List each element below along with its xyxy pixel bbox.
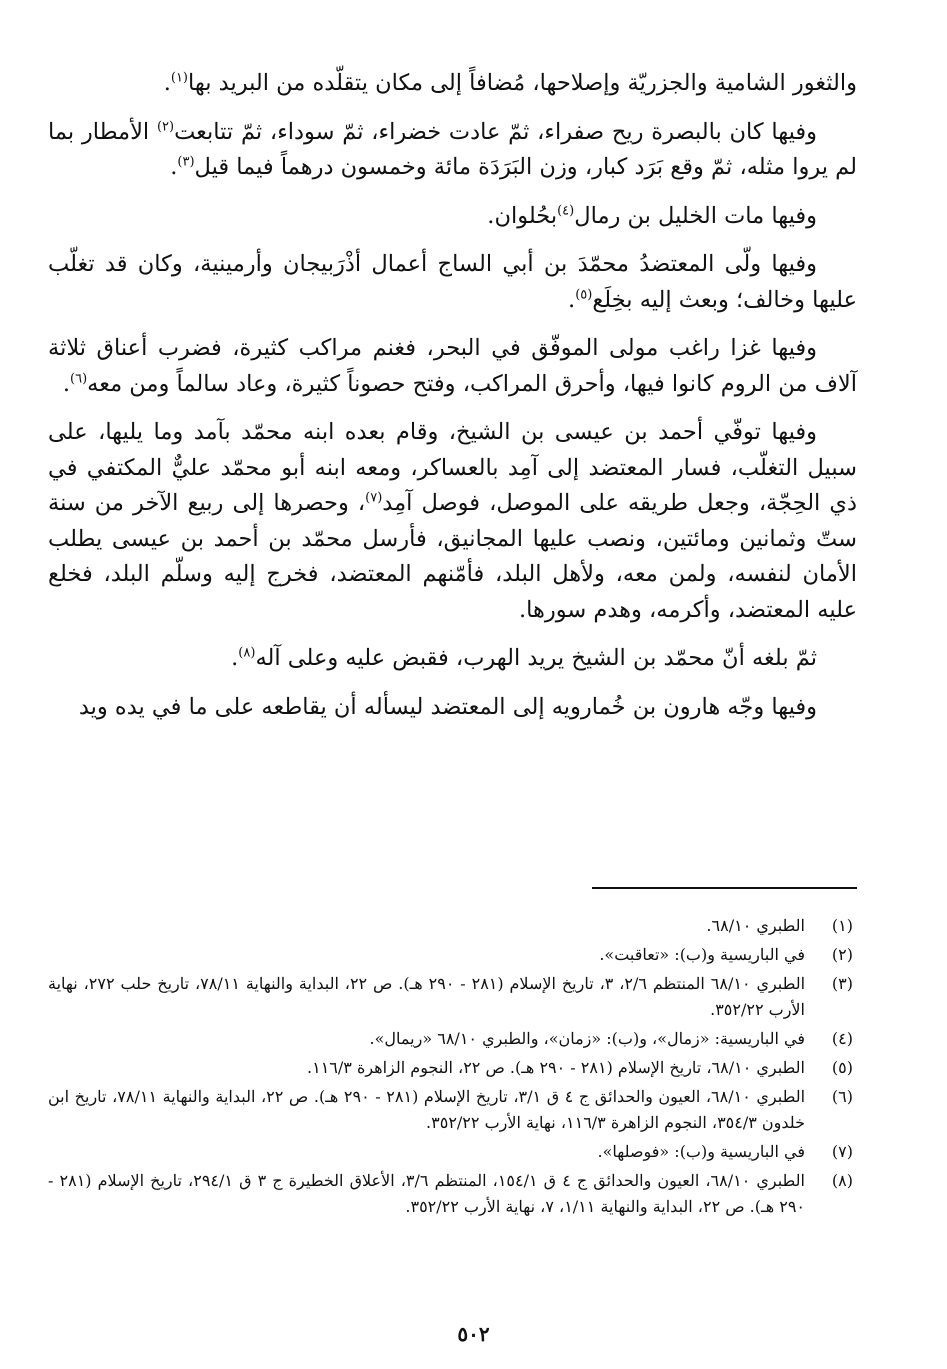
footnote-6 (48, 1084, 853, 1136)
footnote-5 (48, 1055, 853, 1081)
page-number: ٥٠٢ (457, 1322, 490, 1346)
paragraph-1: والثغور الشامية والجزريّة وإصلاحها، مُضافاً إلى مكان يتقلّده من البريد بها$^{(١)}$. (163, 70, 857, 96)
footnote-ref-1[interactable]: (١) (170, 70, 188, 86)
footnote-text: الطبري ٦٨/١٠. (706, 916, 805, 935)
footnote-divider (592, 887, 857, 889)
paragraph-8: وفيها وجّه هارون بن خُمارويه إلى المعتضد ليسأله أن يقاطعه على ما في يده ويد (78, 693, 817, 720)
footnote-text: الطبري ٦٨/١٠ المنتظم ٢/٦، ٣، تاريخ الإسلام (٢٨١ - ٢٩٠ هـ). ص ٢٢، البداية والنهاية ٧٨/١١، تاريخ حلب ٢٧٢، نهاية الأرب ٣٥٢/٢٢. (48, 974, 806, 1019)
footnote-number: (١) (831, 916, 853, 935)
footnote-ref-7[interactable]: (٧) (365, 490, 383, 506)
footnote-number: (٧) (831, 1142, 853, 1161)
footnote-4 (48, 1026, 853, 1052)
footnote-3 (48, 971, 853, 1023)
footnote-number: (٢) (831, 945, 853, 964)
footnote-7 (48, 1139, 853, 1165)
footnote-number: (٨) (831, 1171, 853, 1190)
footnote-2 (48, 942, 853, 968)
footnote-text: الطبري ٦٨/١٠، العيون والحدائق ج ٤ ق ١٥٤/١، المنتظم ٣/٦، الأعلاق الخطيرة ج ٣ ق ٢٩٤/١، تاريخ الإسلام (٢٨١ - ٢٩٠ هـ). ص ٢٢، البداية والنهاية ١/١١، ٧، نهاية الأرب ٣٥٢/٢٢. (48, 1171, 805, 1216)
footnote-text: في الباريسية و(ب): «تعاقبت». (599, 945, 805, 964)
paragraph-4: وفيها ولّى المعتضدُ محمّدَ بن أبي الساج أعمال أذْرَبيجان وأرمينية، وكان قد تغلّب عليها وخالف؛ وبعث إليه بخِلَع$^{(٥)}$. (48, 251, 857, 313)
paragraph-5: وفيها غزا راغب مولى الموفّق في البحر، فغنم مراكب كثيرة، فضرب أعناق ثلاثة آلاف من الروم كانوا فيها، وأحرق المراكب، وفتح حصوناً كثيرة، وعاد سالماً ومن معه$^{(٦)}$. (48, 335, 857, 397)
footnote-ref-5[interactable]: (٥) (575, 287, 593, 302)
paragraph-6: وفيها توفّي أحمد بن عيسى بن الشيخ، وقام بعده ابنه محمّد بآمد وما يليها، على سبيل التغلّب، فسار المعتضد إلى آمِد بالعساكر، ومعه ابنه أبو محمّد عليٌّ المكتفي في ذي الحِجّة، وجعل طريقه على الموصل، فوصل آمِد$^{(٧)}$، وحصرها إلى ربيع الآخر من سنة ستّ وثمانين ومائتين، ونصب عليها المجانيق، فأرسل محمّد بن أحمد بن عيسى يطلب الأمان لنفسه، ولمن معه، ولأهل البلد، فأمّنهم المعتضد، فخرج إليه وسلّم البلد، فخلع عليه المعتضد، وأكرمه، وهدم سورها. (48, 419, 857, 623)
footnote-8 (48, 1168, 853, 1220)
paragraph-3: وفيها مات الخليل بن رمال$^{(٤)}$بحُلوان. (487, 202, 817, 229)
footnote-number: (٦) (831, 1087, 853, 1106)
footnote-ref-4[interactable]: (٤) (557, 203, 575, 218)
footnote-number: (٥) (831, 1058, 853, 1077)
footnote-ref-6[interactable]: (٦) (70, 371, 88, 386)
footnote-text: في الباريسية و(ب): «فوصلها». (597, 1142, 805, 1161)
footnotes (48, 913, 853, 1223)
paragraph-7: ثمّ بلغه أنّ محمّد بن الشيخ يريد الهرب، فقبض عليه وعلى آله$^{(٨)}$. (231, 645, 817, 671)
footnote-1 (48, 913, 853, 939)
footnote-ref-3[interactable]: (٣) (177, 154, 195, 170)
footnote-text: في الباريسية: «زمال»، و(ب): «زمان»، والطبري ٦٨/١٠ «ريمال». (369, 1029, 805, 1048)
footnote-ref-2[interactable]: (٢) (156, 119, 175, 134)
footnote-number: (٤) (831, 1029, 853, 1048)
footnote-ref-8[interactable]: (٨) (238, 645, 256, 661)
paragraph-2: وفيها كان بالبصرة ريح صفراء، ثمّ عادت خضراء، ثمّ سوداء، ثمّ تتابعت$^{(٢)}$ الأمطار بما لم يروا مثله، ثمّ وقع بَرَد كبار، وزن البَرَدَة مائة وخمسون درهماً فيما قيل$^{(٣)}$. (48, 118, 857, 180)
footnote-text: الطبري ٦٨/١٠، تاريخ الإسلام (٢٨١ - ٢٩٠ هـ). ص ٢٢، النجوم الزاهرة ١١٦/٣. (307, 1058, 805, 1077)
main-text (48, 66, 857, 725)
footnote-text: الطبري ٦٨/١٠، العيون والحدائق ج ٤ ق ٣/١، تاريخ الإسلام (٢٨١ - ٢٩٠ هـ). ص ٢٢، البداية والنهاية ٧٨/١١، تاريخ ابن خلدون ٣٥٤/٣، النجوم الزاهرة ١١٦/٣، نهاية الأرب ٣٥٢/٢٢. (48, 1087, 806, 1132)
footnote-number: (٣) (831, 974, 853, 993)
